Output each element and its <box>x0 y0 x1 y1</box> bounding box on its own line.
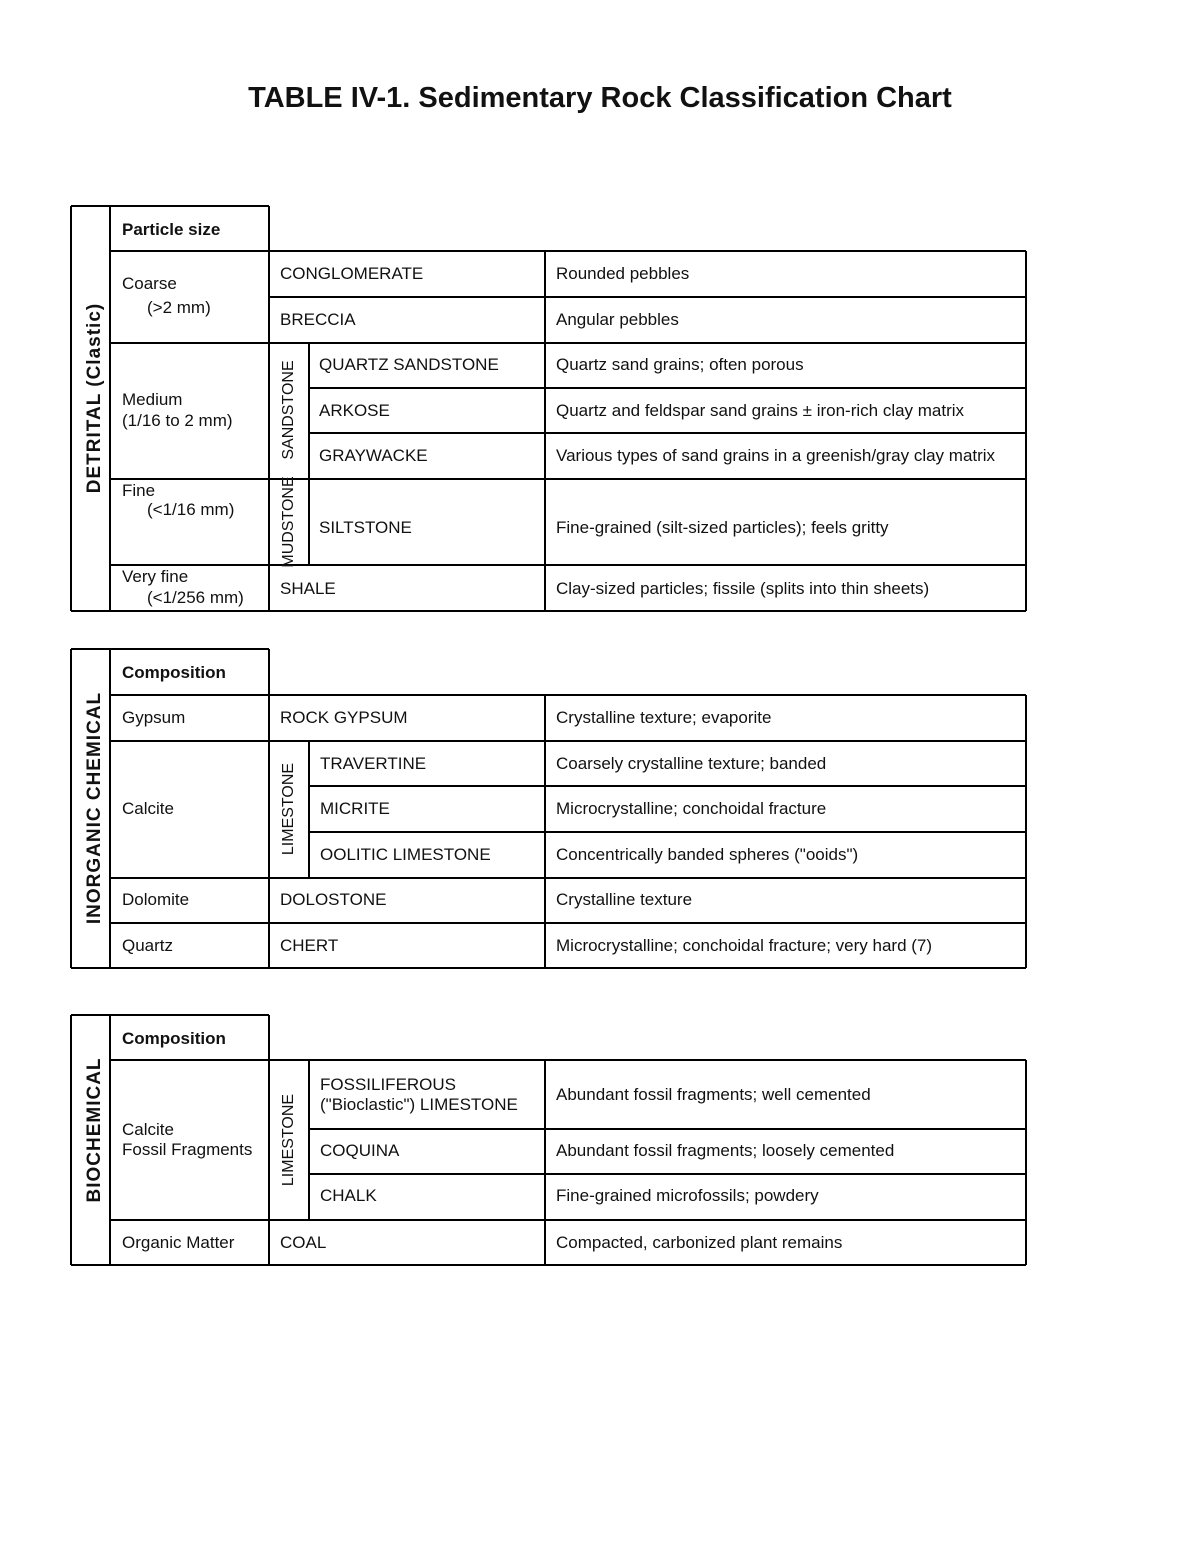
page-title: TABLE IV-1. Sedimentary Rock Classification Chart <box>248 82 952 114</box>
rock-name: OOLITIC LIMESTONE <box>320 845 491 864</box>
rock-description: Concentrically banded spheres ("ooids") <box>556 845 859 864</box>
rock-name: QUARTZ SANDSTONE <box>319 355 499 374</box>
calcite-label: Calcite <box>122 1120 174 1139</box>
rock-name: CHALK <box>320 1186 377 1205</box>
rock-name: DOLOSTONE <box>280 890 387 909</box>
limestone-group-label: LIMESTONE <box>280 1093 297 1187</box>
rock-name: BRECCIA <box>280 310 356 329</box>
rock-name: CONGLOMERATE <box>280 264 424 283</box>
rock-description: Angular pebbles <box>556 310 679 329</box>
rock-description: Crystalline texture <box>556 890 693 909</box>
inorganic-grid <box>71 649 1026 968</box>
mudstone-group-label: MUDSTONE <box>280 476 297 568</box>
rock-description: Clay-sized particles; fissile (splits into thin sheets) <box>556 579 930 598</box>
limestone-group-label: LIMESTONE <box>280 762 297 856</box>
dolomite-label: Dolomite <box>122 890 190 909</box>
composition-header: Composition <box>122 1029 226 1048</box>
gypsum-label: Gypsum <box>122 708 186 727</box>
organic-matter-label: Organic Matter <box>122 1233 235 1252</box>
rock-name: COQUINA <box>320 1141 400 1160</box>
rock-name: MICRITE <box>320 799 390 818</box>
rock-description: Quartz sand grains; often porous <box>556 355 804 374</box>
calcite-label: Calcite <box>122 799 174 818</box>
biochemical-section-label: BIOCHEMICAL <box>84 1057 105 1203</box>
rock-name: FOSSILIFEROUS <box>320 1075 457 1094</box>
rock-description: Various types of sand grains in a greenish/gray clay matrix <box>556 446 996 465</box>
rock-description: Abundant fossil fragments; loosely cemented <box>556 1141 895 1160</box>
medium-range: (1/16 to 2 mm) <box>122 411 233 430</box>
rock-name: ARKOSE <box>319 401 390 420</box>
rock-description: Fine-grained microfossils; powdery <box>556 1186 819 1205</box>
detrital-section-label: DETRITAL (Clastic) <box>84 302 105 494</box>
composition-header: Composition <box>122 663 226 682</box>
rock-name: ROCK GYPSUM <box>280 708 408 727</box>
medium-label: Medium <box>122 390 183 409</box>
rock-description: Microcrystalline; conchoidal fracture <box>556 799 827 818</box>
rock-description: Compacted, carbonized plant remains <box>556 1233 843 1252</box>
rock-name: COAL <box>280 1233 327 1252</box>
fine-range: (<1/16 mm) <box>147 500 235 519</box>
rock-description: Quartz and feldspar sand grains ± iron-rich clay matrix <box>556 401 965 420</box>
rock-name: SILTSTONE <box>319 518 412 537</box>
rock-description: Rounded pebbles <box>556 264 690 283</box>
coarse-range: (>2 mm) <box>147 298 211 317</box>
rock-name: GRAYWACKE <box>319 446 428 465</box>
particle-size-header: Particle size <box>122 220 221 239</box>
rock-description: Abundant fossil fragments; well cemented <box>556 1085 871 1104</box>
rock-description: Microcrystalline; conchoidal fracture; very hard (7) <box>556 936 933 955</box>
rock-name: TRAVERTINE <box>320 754 427 773</box>
quartz-label: Quartz <box>122 936 174 955</box>
rock-description: Crystalline texture; evaporite <box>556 708 772 727</box>
fine-label: Fine <box>122 481 156 500</box>
very-fine-range: (<1/256 mm) <box>147 588 244 607</box>
rock-name: CHERT <box>280 936 339 955</box>
rock-description: Coarsely crystalline texture; banded <box>556 754 827 773</box>
coarse-label: Coarse <box>122 274 177 293</box>
fossil-fragments-label: Fossil Fragments <box>122 1140 253 1159</box>
rock-name: SHALE <box>280 579 336 598</box>
very-fine-label: Very fine <box>122 567 189 586</box>
rock-description: Fine-grained (silt-sized particles); feels gritty <box>556 518 889 537</box>
inorganic-section-label: INORGANIC CHEMICAL <box>84 691 105 925</box>
sandstone-group-label: SANDSTONE <box>280 360 297 460</box>
rock-name: ("Bioclastic") LIMESTONE <box>320 1095 518 1114</box>
